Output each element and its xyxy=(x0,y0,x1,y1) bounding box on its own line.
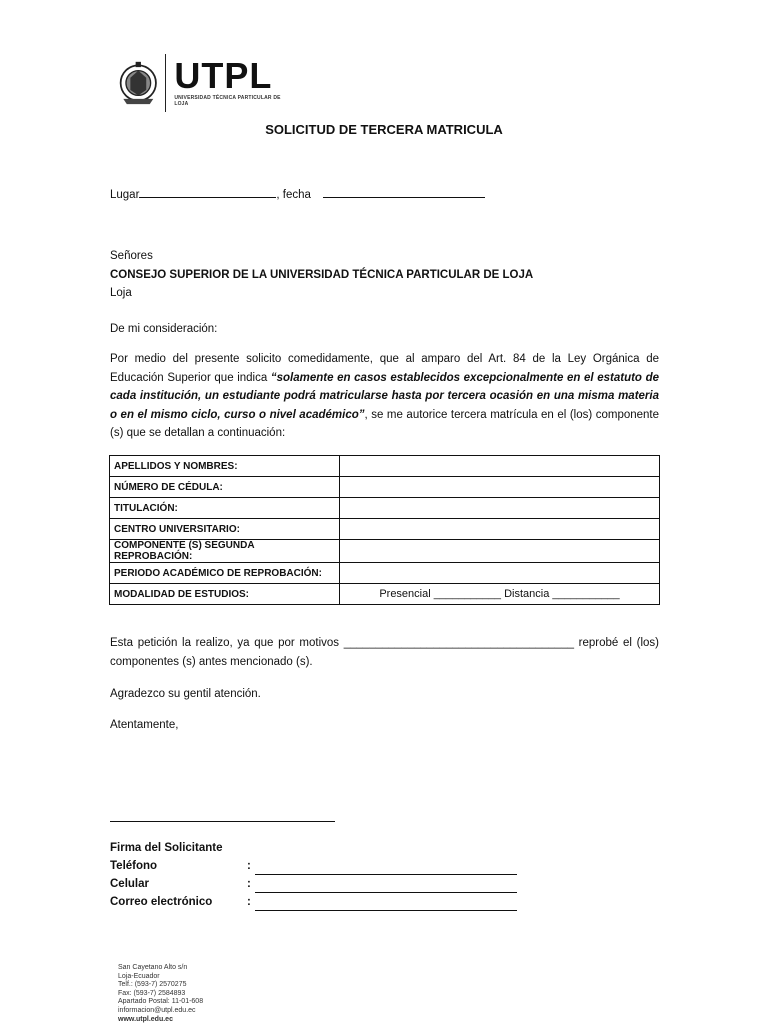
contact-separator: : xyxy=(247,878,251,890)
paragraph-intro: Por medio del presente solicito comedidamente, que al amparo del Art. 84 de la Ley Orgánica de Educación Superior que indica xyxy=(110,353,659,384)
row-value[interactable] xyxy=(340,456,660,477)
table-row xyxy=(110,563,660,584)
footer-address xyxy=(118,964,203,1024)
footer-line: Telf.: (593-7) 2570275 xyxy=(118,981,187,989)
row-label: PERIODO ACADÉMICO DE REPROBACIÓN: xyxy=(110,563,340,584)
reason-paragraph: Esta petición la realizo, ya que por motivos ____________________________________ reprobé el (los) componentes (s) antes mencionado (s). xyxy=(110,637,659,668)
row-label: MODALIDAD DE ESTUDIOS: xyxy=(110,584,340,605)
signature-label: Firma del Solicitante xyxy=(110,842,223,854)
modalidad-value[interactable]: Presencial ___________ Distancia ___________ xyxy=(340,584,660,605)
lugar-blank[interactable] xyxy=(139,186,276,198)
student-info-table xyxy=(109,455,660,605)
signature-line[interactable] xyxy=(110,821,335,822)
table-row xyxy=(110,540,660,563)
table-row xyxy=(110,498,660,519)
telefono-blank[interactable] xyxy=(255,861,517,875)
place-date-line xyxy=(110,186,485,204)
row-label: CENTRO UNIVERSITARIO: xyxy=(110,519,340,540)
table-row xyxy=(110,477,660,498)
row-label: NÚMERO DE CÉDULA: xyxy=(110,477,340,498)
paragraph-rest: , se me autorice tercera matrícula en el (los) componente (s) que se detallan a continuación: xyxy=(110,408,660,439)
footer-line: San Cayetano Alto s/n xyxy=(118,964,188,971)
contact-row-celular xyxy=(110,875,517,893)
fecha-blank[interactable] xyxy=(323,186,485,198)
logo-divider xyxy=(165,54,167,112)
contact-label: Correo electrónico xyxy=(110,896,213,908)
utpl-logo xyxy=(110,48,282,118)
footer-line: Apartado Postal: 11-01-608 xyxy=(118,998,204,1006)
row-value[interactable] xyxy=(340,498,660,519)
row-label: APELLIDOS Y NOMBRES: xyxy=(110,456,340,477)
contact-row-correo xyxy=(110,893,517,911)
footer-line: Loja-Ecuador xyxy=(118,972,160,980)
greeting: De mi consideración: xyxy=(110,323,218,335)
addressee-block xyxy=(110,247,533,303)
request-paragraph xyxy=(110,350,659,443)
university-seal-icon xyxy=(118,55,159,111)
contact-separator: : xyxy=(247,860,251,872)
closing-line: Atentamente, xyxy=(110,719,179,731)
footer-line: informacion@utpl.edu.ec xyxy=(118,1006,196,1014)
city: Loja xyxy=(110,287,132,299)
contact-row-telefono xyxy=(110,857,517,875)
logo-subtitle: UNIVERSIDAD TÉCNICA PARTICULAR DE LOJA xyxy=(174,95,281,107)
fecha-label: , fecha xyxy=(276,189,311,201)
correo-blank[interactable] xyxy=(255,897,517,911)
contact-label: Teléfono xyxy=(110,860,158,872)
thanks-line: Agradezco su gentil atención. xyxy=(110,688,261,700)
celular-blank[interactable] xyxy=(255,879,517,893)
row-label: COMPONENTE (S) SEGUNDA REPROBACIÓN: xyxy=(110,540,340,563)
row-value[interactable] xyxy=(340,477,660,498)
document-title: SOLICITUD DE TERCERA MATRICULA xyxy=(265,122,503,137)
contact-separator: : xyxy=(247,896,251,908)
law-quote: “solamente en casos establecidos excepcionalmente en el estatuto de cada institución, un estudiante podrá matricularse hasta por tercera ocasión en una misma materia o en el mismo ciclo, curso o nivel académico” xyxy=(110,371,659,421)
contact-label: Celular xyxy=(110,878,149,890)
footer-line: Fax: (593-7) 2584893 xyxy=(118,989,186,997)
row-value[interactable] xyxy=(340,540,660,563)
institution-name: CONSEJO SUPERIOR DE LA UNIVERSIDAD TÉCNICA PARTICULAR DE LOJA xyxy=(110,268,534,281)
logo-wordmark: UTPL xyxy=(174,55,273,96)
footer-website: www.utpl.edu.ec xyxy=(118,1015,173,1023)
table-row xyxy=(110,584,660,605)
row-value[interactable] xyxy=(340,563,660,584)
table-row xyxy=(110,456,660,477)
table-row xyxy=(110,519,660,540)
row-label: TITULACIÓN: xyxy=(110,498,340,519)
lugar-label: Lugar xyxy=(110,189,140,201)
row-value[interactable] xyxy=(340,519,660,540)
signature-block xyxy=(110,839,517,911)
salutation: Señores xyxy=(110,250,153,262)
